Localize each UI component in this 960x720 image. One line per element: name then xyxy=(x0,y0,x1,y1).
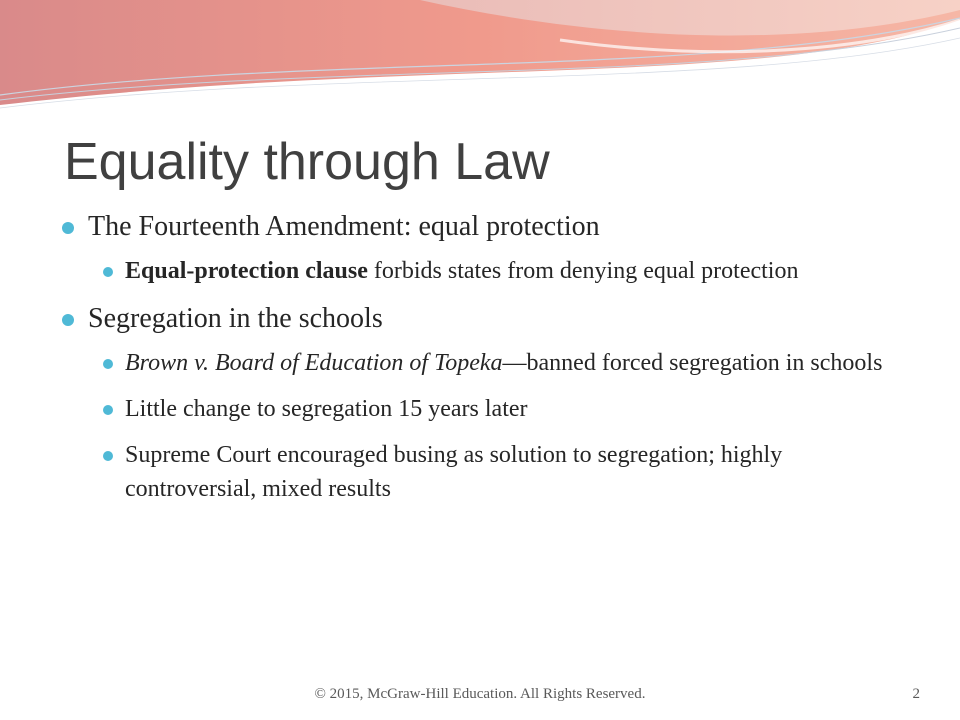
sub-bullet-text: —banned forced segregation in schools xyxy=(502,350,883,376)
copyright-footer: © 2015, McGraw-Hill Education. All Rights Reserved. xyxy=(314,686,646,702)
sub-bullet-busing xyxy=(101,438,912,506)
sub-bullet-text: Supreme Court encouraged busing as solution to segregation; highly controversial, mixed results xyxy=(125,442,783,502)
bullet-dot-icon xyxy=(62,314,74,326)
slide-body xyxy=(62,210,912,506)
key-term: Equal-protection clause xyxy=(125,258,368,284)
sub-bullet-text: forbids states from denying equal protection xyxy=(367,258,799,284)
sub-bullet-text: Little change to segregation 15 years later xyxy=(125,396,528,422)
decorative-header-swoosh xyxy=(0,0,960,120)
bullet-dot-icon xyxy=(103,405,113,415)
bullet-segregation-schools xyxy=(62,302,912,336)
sub-bullet-little-change xyxy=(101,392,912,426)
bullet-dot-icon xyxy=(62,222,74,234)
bullet-text: The Fourteenth Amendment: equal protection xyxy=(88,211,600,242)
sub-bullet-equal-protection-clause xyxy=(101,254,912,288)
case-name: Brown v. Board of Education of Topeka xyxy=(125,350,503,376)
bullet-dot-icon xyxy=(103,451,113,461)
bullet-text: Segregation in the schools xyxy=(88,303,383,334)
bullet-fourteenth-amendment xyxy=(62,210,912,244)
slide-title: Equality through Law xyxy=(64,133,550,191)
sub-bullet-brown-v-board xyxy=(101,346,912,380)
bullet-dot-icon xyxy=(103,359,113,369)
bullet-dot-icon xyxy=(103,267,113,277)
page-number: 2 xyxy=(912,686,920,702)
